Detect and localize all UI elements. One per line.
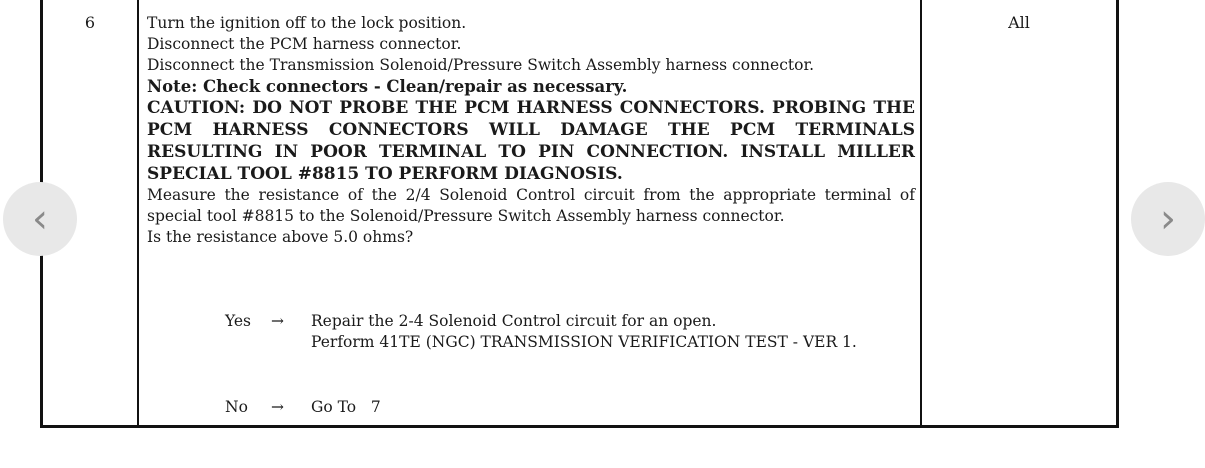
- test-instructions: [147, 13, 915, 248]
- applicability-text: All: [1008, 13, 1030, 32]
- instruction-line: Disconnect the PCM harness connector.: [147, 35, 462, 53]
- no-result-line: Go To 7: [311, 398, 381, 416]
- no-result: [311, 397, 921, 418]
- applicability-column: [922, 0, 1116, 425]
- previous-page-button[interactable]: [3, 182, 77, 256]
- diagnostic-table: [40, 0, 1119, 428]
- note-text: Note: Check connectors - Clean/repair as necessary.: [147, 77, 628, 96]
- step-number: 6: [84, 13, 96, 32]
- arrow-right-icon: →: [271, 312, 284, 330]
- chevron-left-icon: ‹: [32, 196, 48, 242]
- instruction-line: Disconnect the Transmission Solenoid/Pressure Switch Assembly harness connector.: [147, 56, 815, 74]
- yes-result-line: Repair the 2-4 Solenoid Control circuit for an open.: [311, 312, 717, 330]
- yes-result-line: Perform 41TE (NGC) TRANSMISSION VERIFICATION TEST - VER 1.: [311, 333, 857, 351]
- test-column: [139, 0, 922, 425]
- chevron-right-icon: ›: [1160, 196, 1176, 242]
- yes-branch: [225, 311, 915, 381]
- measure-text: Measure the resistance of the 2/4 Solenoid Control circuit from the appropriate terminal of special tool #8815 to the Solenoid/Pressure Switch Assembly harness connector.: [147, 186, 915, 225]
- yes-result: [311, 311, 921, 353]
- no-label: No: [225, 398, 248, 416]
- next-page-button[interactable]: [1131, 182, 1205, 256]
- yes-label: Yes: [225, 312, 252, 330]
- caution-text: CAUTION: DO NOT PROBE THE PCM HARNESS CONNECTORS. PROBING THE PCM HARNESS CONNECTORS WILL DAMAGE THE PCM TERMINALS RESULTING IN POOR TERMINAL TO PIN CONNECTION. INSTALL MILLER SPECIAL TOOL #8815 TO PERFORM DIAGNOSIS.: [147, 98, 915, 184]
- no-branch: [225, 397, 915, 419]
- arrow-right-icon: →: [271, 398, 284, 416]
- instruction-line: Turn the ignition off to the lock position.: [147, 14, 467, 32]
- question-text: Is the resistance above 5.0 ohms?: [147, 228, 414, 246]
